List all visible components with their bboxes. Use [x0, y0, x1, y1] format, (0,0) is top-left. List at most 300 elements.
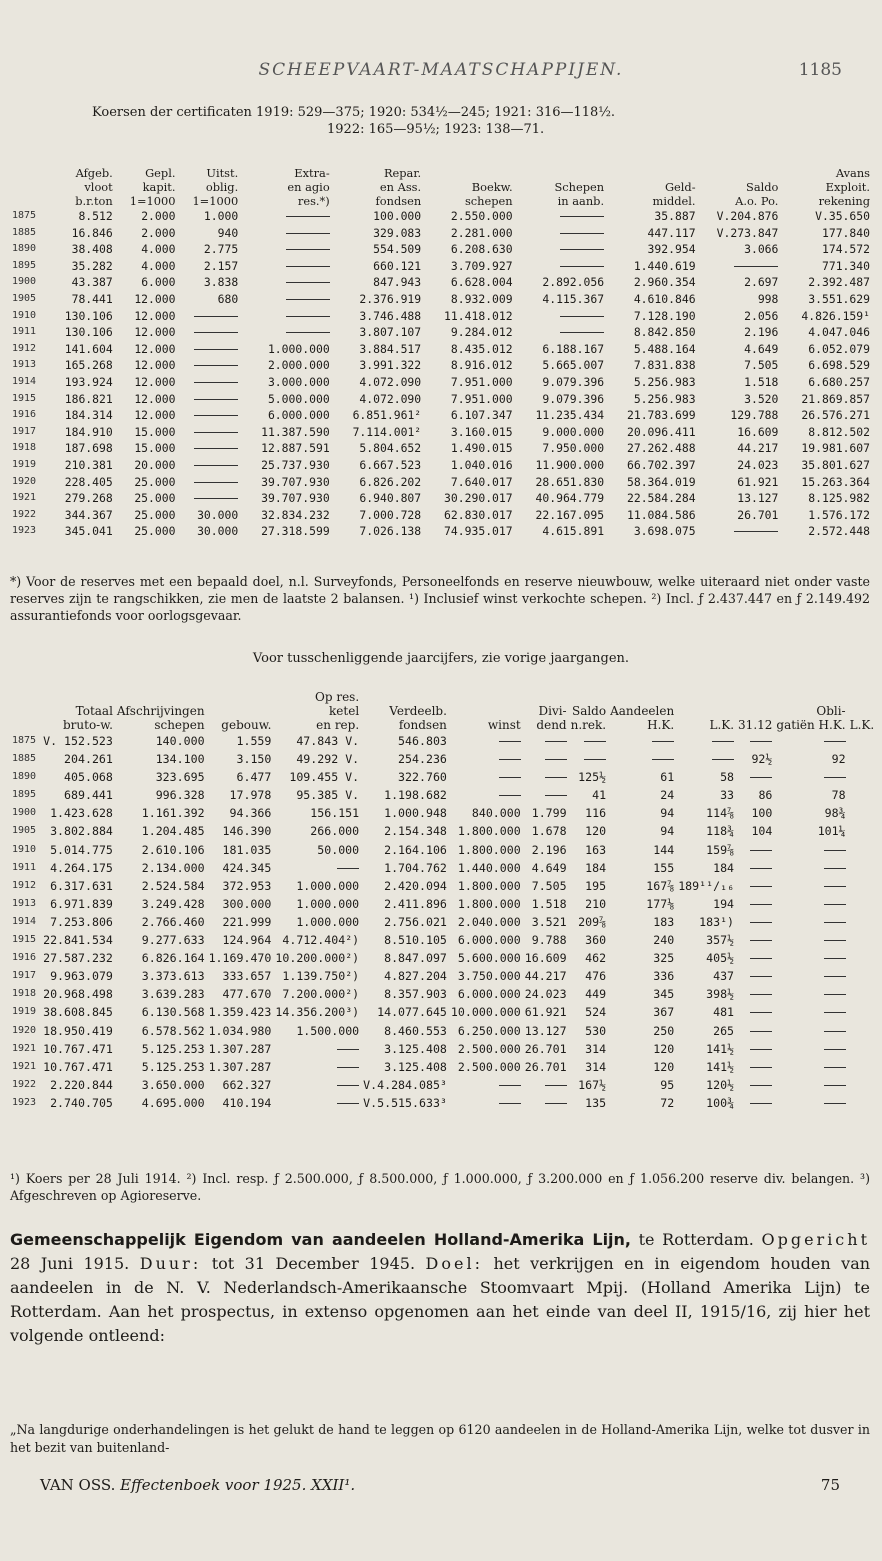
- t2-cell: 662.327: [222, 1077, 272, 1092]
- dash-rule: [194, 498, 238, 499]
- t2-cell: 360: [585, 933, 607, 948]
- t2-cell: 996.328: [155, 788, 205, 803]
- t1-cell: 25.000: [134, 474, 176, 489]
- prices-line-2: 1922: 165—95½; 1923: 138—71.: [327, 122, 545, 137]
- t1-cell: 345.041: [64, 524, 113, 539]
- t2-col-header-line: Aandeelen: [610, 704, 675, 718]
- t2-cell: 100: [751, 806, 773, 821]
- t2-cell: 114⅞: [706, 806, 735, 821]
- t1-cell: 25.737.930: [261, 457, 330, 472]
- t1-cell: 3.000.000: [267, 374, 330, 389]
- dash-rule: [750, 1103, 772, 1104]
- t2-cell: 1.000.000: [296, 878, 360, 893]
- footer-volume: XXII¹.: [311, 1476, 356, 1494]
- t1-cell: [177, 341, 240, 358]
- t1-cell: 66.702.397: [626, 457, 696, 472]
- t2-cell: 26.701: [524, 1059, 567, 1074]
- t2-year: 1916: [12, 952, 37, 964]
- dash-rule: [652, 741, 674, 742]
- t1-cell: 7.951.000: [450, 374, 513, 389]
- dash-rule: [560, 249, 604, 250]
- t1-cell: 9.079.396: [542, 391, 605, 406]
- t2-col-header-line: gatiën H.K.: [776, 718, 846, 732]
- t2-cell: 5.125.253: [141, 1041, 205, 1056]
- dash-rule: [499, 759, 521, 760]
- t2-cell: 92½: [751, 752, 773, 767]
- t2-cell: 3.150: [236, 752, 272, 767]
- t1-cell: 30.000: [197, 507, 239, 522]
- dash-rule: [750, 886, 772, 887]
- t2-cell: [449, 732, 523, 750]
- t2-cell: 6.477: [236, 770, 272, 785]
- t2-cell: 184: [585, 860, 607, 875]
- dash-rule: [750, 1049, 772, 1050]
- dash-rule: [560, 233, 604, 234]
- t2-cell: 6.317.631: [50, 878, 113, 893]
- dash-rule: [286, 233, 330, 234]
- t2-cell: 44.217: [524, 969, 567, 984]
- t2-cell: 8.460.553: [384, 1023, 447, 1038]
- t2-row: [10, 1058, 876, 1076]
- t2-cell: 240: [653, 933, 675, 948]
- t2-cell: 300.000: [222, 896, 272, 911]
- t2-cell: [523, 1094, 569, 1112]
- t2-year: 1923: [12, 1096, 37, 1108]
- t1-cell: 6.208.630: [450, 242, 513, 257]
- t1-cell: 7.000.728: [359, 507, 422, 522]
- t2-cell: 26.701: [524, 1041, 567, 1056]
- t2-cell: 3.373.613: [141, 969, 205, 984]
- t1-col-header: [177, 166, 240, 208]
- t2-col-header-line: [850, 690, 875, 704]
- t2-cell: 10.200.000²): [275, 951, 360, 966]
- t2-cell: 1.034.980: [208, 1023, 272, 1038]
- t2-cell: 24.023: [524, 987, 567, 1002]
- t1-col-header-line: kapit.: [142, 180, 176, 194]
- t1-cell: 6.667.523: [359, 457, 422, 472]
- t2-year: 1905: [12, 825, 37, 837]
- t1-year: 1900: [12, 276, 37, 288]
- duration-value: tot 31 December 1945.: [211, 1254, 416, 1273]
- t1-cell: 35.282: [71, 258, 113, 273]
- t2-cell: [608, 750, 676, 768]
- t2-cell: [736, 859, 774, 877]
- t2-cell: 16.609: [524, 951, 567, 966]
- t1-cell: 11.235.434: [535, 408, 605, 423]
- t2-cell: 125½: [578, 770, 607, 785]
- t1-cell: 6.107.347: [450, 408, 513, 423]
- t2-row: [10, 1022, 876, 1040]
- t1-cell: 5.256.983: [633, 374, 696, 389]
- t2-cell: [774, 1022, 847, 1040]
- t2-col-header-line: [451, 704, 521, 718]
- t1-cell: 6.826.202: [359, 474, 422, 489]
- t1-cell: 8.916.012: [450, 358, 513, 373]
- t1-cell: 4.610.846: [633, 291, 696, 306]
- t1-cell: 4.649: [744, 341, 779, 356]
- t2-cell: 6.826.164: [141, 951, 205, 966]
- t2-col-header: [273, 690, 361, 732]
- t2-row: [10, 1094, 876, 1112]
- t1-row: [10, 523, 872, 540]
- t2-cell: 146.390: [222, 824, 272, 839]
- page-title: SCHEEPVAART-MAATSCHAPPIJEN.: [258, 60, 624, 80]
- t1-cell: 660.121: [373, 258, 422, 273]
- t1-cell: [515, 324, 606, 341]
- purpose-label: Doel:: [425, 1254, 483, 1273]
- t2-cell: 20.968.498: [43, 987, 113, 1002]
- t2-cell: [774, 985, 847, 1003]
- t1-cell: 26.576.271: [801, 408, 870, 423]
- t2-cell: 437: [713, 969, 735, 984]
- t1-cell: 44.217: [737, 441, 779, 456]
- t1-cell: [177, 457, 240, 474]
- t2-cell: [774, 859, 847, 877]
- t2-col-header-line: [738, 690, 772, 704]
- t2-cell: 546.803: [398, 734, 447, 748]
- t2-cell: 38.608.845: [43, 1005, 113, 1020]
- t2-cell: 372.953: [222, 878, 272, 893]
- t1-row: [10, 274, 872, 291]
- t1-cell: 39.707.930: [261, 474, 330, 489]
- t2-cell: 314: [585, 1041, 607, 1056]
- t2-cell: 2.134.000: [141, 860, 205, 875]
- t2-cell: [523, 750, 569, 768]
- t1-cell: 7.831.838: [633, 358, 696, 373]
- t2-cell: 2.610.106: [141, 842, 205, 857]
- t1-cell: [177, 440, 240, 457]
- dash-rule: [584, 741, 606, 742]
- t2-col-header: [41, 690, 115, 732]
- t1-cell: [515, 308, 606, 325]
- dash-rule: [750, 904, 772, 905]
- t1-cell: 1.518: [744, 374, 779, 389]
- t1-year: 1912: [12, 342, 37, 354]
- t2-cell: 410.194: [222, 1095, 272, 1110]
- t1-year: 1917: [12, 425, 37, 437]
- t1-col-header-line: Avans: [835, 166, 870, 180]
- t2-col-header-line: n.rek.: [570, 718, 607, 732]
- t1-row: [10, 291, 872, 308]
- t1-cell: 6.698.529: [808, 358, 870, 373]
- t2-cell: 140.000: [155, 734, 205, 748]
- t2-cell: 10.767.471: [43, 1059, 113, 1074]
- t1-cell: 1.040.016: [450, 457, 513, 472]
- t2-cell: 1.307.287: [208, 1041, 272, 1056]
- t2-cell: 195: [585, 878, 607, 893]
- t2-cell: 7.505: [531, 878, 567, 893]
- t2-year: 1900: [12, 807, 37, 819]
- t2-year: 1895: [12, 789, 37, 801]
- t2-cell: 1.000.000: [296, 914, 360, 929]
- t2-row: [10, 1040, 876, 1058]
- t2-col-header: [523, 690, 569, 732]
- dash-rule: [824, 886, 846, 887]
- t1-row: [10, 374, 872, 391]
- t2-cell: [523, 1076, 569, 1094]
- t1-row: [10, 324, 872, 341]
- t2-cell: 476: [585, 969, 607, 984]
- t2-cell: [774, 1094, 847, 1112]
- dash-rule: [824, 741, 846, 742]
- t2-cell: 1.000.948: [384, 806, 447, 821]
- t2-cell: [774, 931, 847, 949]
- t1-row: [10, 225, 872, 242]
- t2-cell: 3.125.408: [384, 1059, 447, 1074]
- t2-col-header-line: Afschrijvingen: [116, 704, 205, 718]
- t1-cell: 2.000.000: [267, 358, 330, 373]
- t1-cell: 184.910: [64, 424, 113, 439]
- t2-cell: 2.164.106: [384, 842, 447, 857]
- company-city: te Rotterdam.: [638, 1230, 754, 1249]
- t1-cell: 32.834.232: [261, 507, 330, 522]
- t2-cell: 1.800.000: [457, 878, 521, 893]
- t2-cell: 135: [585, 1095, 607, 1110]
- t1-cell: [177, 490, 240, 507]
- dash-rule: [337, 1085, 359, 1086]
- t2-year: 1911: [12, 861, 37, 873]
- t2-cell: 98¾: [824, 806, 846, 821]
- t2-cell: [676, 732, 736, 750]
- dash-rule: [824, 777, 846, 778]
- t1-col-header-line: schepen: [464, 194, 513, 208]
- t2-col-header-line: bruto-w.: [62, 718, 113, 732]
- t2-col-header: [676, 690, 736, 732]
- t2-cell: [523, 768, 569, 786]
- t1-year: 1885: [12, 226, 37, 238]
- t1-cell: 7.505: [744, 358, 779, 373]
- t2-cell: 50.000: [317, 842, 360, 857]
- dash-rule: [734, 531, 778, 532]
- t1-cell: 2.392.487: [808, 275, 870, 290]
- t2-cell: [774, 949, 847, 967]
- t2-cell: 141½: [706, 1059, 735, 1074]
- founded-label: Opgericht: [761, 1230, 870, 1249]
- t2-cell: [676, 750, 736, 768]
- t2-cell: 7.253.806: [50, 914, 113, 929]
- t1-row: [10, 241, 872, 258]
- t1-cell: 5.256.983: [633, 391, 696, 406]
- t2-cell: 100¾: [706, 1095, 735, 1110]
- t1-cell: 3.991.322: [359, 358, 422, 373]
- profit-table: [10, 690, 876, 1112]
- t2-cell: 120: [585, 824, 607, 839]
- t1-year: 1875: [12, 210, 37, 221]
- t2-cell: [736, 877, 774, 895]
- t1-cell: 680: [217, 291, 239, 306]
- t1-cell: 25.000: [134, 507, 176, 522]
- t1-cell: 7.950.000: [542, 441, 605, 456]
- t1-year: 1911: [12, 326, 37, 338]
- dash-rule: [560, 266, 604, 267]
- dash-rule: [194, 399, 238, 400]
- t1-col-header-line: Boekw.: [471, 180, 513, 194]
- t2-cell: [736, 895, 774, 913]
- t2-cell: [774, 895, 847, 913]
- t1-cell: 2.281.000: [450, 225, 513, 240]
- dash-rule: [652, 759, 674, 760]
- t1-col-header: [606, 166, 697, 208]
- t1-col-header-line: rekening: [818, 194, 870, 208]
- t2-cell: [736, 1040, 774, 1058]
- t1-year: 1910: [12, 309, 37, 321]
- t2-cell: [523, 732, 569, 750]
- t1-cell: 1.490.015: [450, 441, 513, 456]
- t1-cell: 30.290.017: [444, 491, 513, 506]
- t2-cell: [273, 1058, 361, 1076]
- t1-cell: 279.268: [64, 491, 113, 506]
- t1-cell: 4.115.367: [542, 291, 605, 306]
- t2-year: 1921: [12, 1060, 37, 1072]
- t1-cell: 2.572.448: [808, 524, 870, 539]
- t1-cell: 39.707.930: [261, 491, 330, 506]
- t2-row: [10, 1003, 876, 1021]
- t1-cell: 11.387.590: [261, 424, 330, 439]
- t2-year-header: [10, 690, 41, 732]
- t1-cell: 130.106: [64, 325, 113, 340]
- t1-col-header-line: [425, 166, 512, 180]
- dash-rule: [750, 868, 772, 869]
- t2-cell: 322.760: [398, 770, 447, 785]
- t1-cell: 2.000: [141, 225, 176, 240]
- t2-cell: [273, 1040, 361, 1058]
- t2-cell: 1.800.000: [457, 842, 521, 857]
- t2-col-header-line: [209, 690, 272, 704]
- t1-cell: 12.000: [134, 341, 176, 356]
- t2-cell: 33: [720, 788, 735, 803]
- t2-cell: 116: [585, 806, 607, 821]
- t2-cell: 78: [831, 788, 846, 803]
- t2-col-header-line: [738, 704, 772, 718]
- t2-col-header: [848, 690, 877, 732]
- t2-cell: [736, 985, 774, 1003]
- t1-year: 1890: [12, 243, 37, 255]
- t1-cell: 35.887: [654, 209, 696, 223]
- dash-rule: [499, 741, 521, 742]
- t2-row: [10, 804, 876, 822]
- dash-rule: [194, 332, 238, 333]
- t2-cell: 265: [713, 1023, 735, 1038]
- t1-cell: [177, 391, 240, 408]
- t1-cell: 210.381: [64, 457, 113, 472]
- t1-header-row: [10, 166, 872, 208]
- t1-cell: 6.052.079: [808, 341, 870, 356]
- t1-row: [10, 424, 872, 441]
- t2-cell: [736, 841, 774, 859]
- t2-cell: 210: [585, 896, 607, 911]
- t1-cell: 130.106: [64, 308, 113, 323]
- t2-cell: 2.196: [531, 842, 567, 857]
- t2-year: 1920: [12, 1024, 37, 1036]
- dash-rule: [750, 994, 772, 995]
- t1-col-header-line: oblig.: [205, 180, 239, 194]
- t1-year: 1914: [12, 375, 37, 387]
- t1-cell: 21.869.857: [801, 391, 870, 406]
- dash-rule: [750, 741, 772, 742]
- t1-cell: 8.812.502: [808, 424, 870, 439]
- t1-cell: 2.000: [141, 209, 176, 223]
- t1-row: [10, 308, 872, 325]
- dash-rule: [824, 958, 846, 959]
- dash-rule: [545, 1103, 567, 1104]
- t2-cell: 2.040.000: [457, 914, 521, 929]
- dash-rule: [286, 216, 330, 217]
- t2-cell: [774, 913, 847, 931]
- t2-year: 1910: [12, 843, 37, 855]
- t2-cell: 163: [585, 842, 607, 857]
- t2-col-header-line: en rep.: [316, 718, 360, 732]
- t2-cell: 2.500.000: [457, 1059, 521, 1074]
- t2-cell: 47.843 V.: [296, 734, 360, 748]
- t1-cell: 7.951.000: [450, 391, 513, 406]
- dash-rule: [824, 1085, 846, 1086]
- t2-col-header-line: fondsen: [398, 718, 447, 732]
- t1-cell: 4.826.159¹: [801, 308, 870, 323]
- t1-cell: 3.160.015: [450, 424, 513, 439]
- t1-year: 1916: [12, 409, 37, 421]
- t1-row: [10, 457, 872, 474]
- dash-rule: [194, 448, 238, 449]
- t2-row: [10, 913, 876, 931]
- t1-cell: 16.846: [71, 225, 113, 240]
- t2-cell: 4.264.175: [50, 860, 113, 875]
- t1-cell: [177, 424, 240, 441]
- t2-cell: 159⅞: [706, 842, 735, 857]
- t2-cell: 221.999: [222, 914, 272, 929]
- t2-year: 1922: [12, 1078, 37, 1090]
- t1-row: [10, 208, 872, 225]
- t2-cell: 167½: [578, 1077, 607, 1092]
- t2-row: [10, 786, 876, 804]
- t2-cell: 156.151: [310, 806, 360, 821]
- t2-cell: 95.385 V.: [296, 788, 360, 803]
- t1-year: 1915: [12, 392, 37, 404]
- dash-rule: [824, 904, 846, 905]
- company-entry: [10, 1228, 870, 1348]
- t1-cell: 3.807.107: [359, 325, 422, 340]
- t2-cell: 17.978: [229, 788, 272, 803]
- t2-cell: 95: [660, 1077, 675, 1092]
- t1-cell: 771.340: [821, 258, 870, 273]
- t1-cell: 4.000: [141, 258, 176, 273]
- t2-cell: [608, 732, 676, 750]
- t1-cell: 19.981.607: [801, 441, 870, 456]
- t2-cell: [273, 1094, 361, 1112]
- t2-cell: [774, 768, 847, 786]
- dash-rule: [750, 850, 772, 851]
- t1-cell: 20.096.411: [626, 424, 696, 439]
- t2-cell: 86: [758, 788, 773, 803]
- t1-cell: 6.680.257: [808, 374, 870, 389]
- t2-col-header: [361, 690, 449, 732]
- t1-cell: [240, 241, 331, 258]
- t1-cell: [177, 324, 240, 341]
- dash-rule: [499, 1085, 521, 1086]
- t2-col-header-line: [678, 704, 734, 718]
- t1-col-header: [115, 166, 178, 208]
- t2-cell: 14.356.200³): [275, 1005, 360, 1020]
- t2-cell: 405½: [706, 951, 735, 966]
- dash-rule: [824, 868, 846, 869]
- t1-cell: 1.000.000: [267, 341, 330, 356]
- t2-cell: 1.161.392: [141, 806, 205, 821]
- dash-rule: [824, 1012, 846, 1013]
- t2-cell: 2.500.000: [457, 1041, 521, 1056]
- t1-cell: 2.157: [203, 258, 239, 273]
- t2-cell: [736, 913, 774, 931]
- t2-cell: [449, 768, 523, 786]
- t1-col-header-line: [517, 166, 604, 180]
